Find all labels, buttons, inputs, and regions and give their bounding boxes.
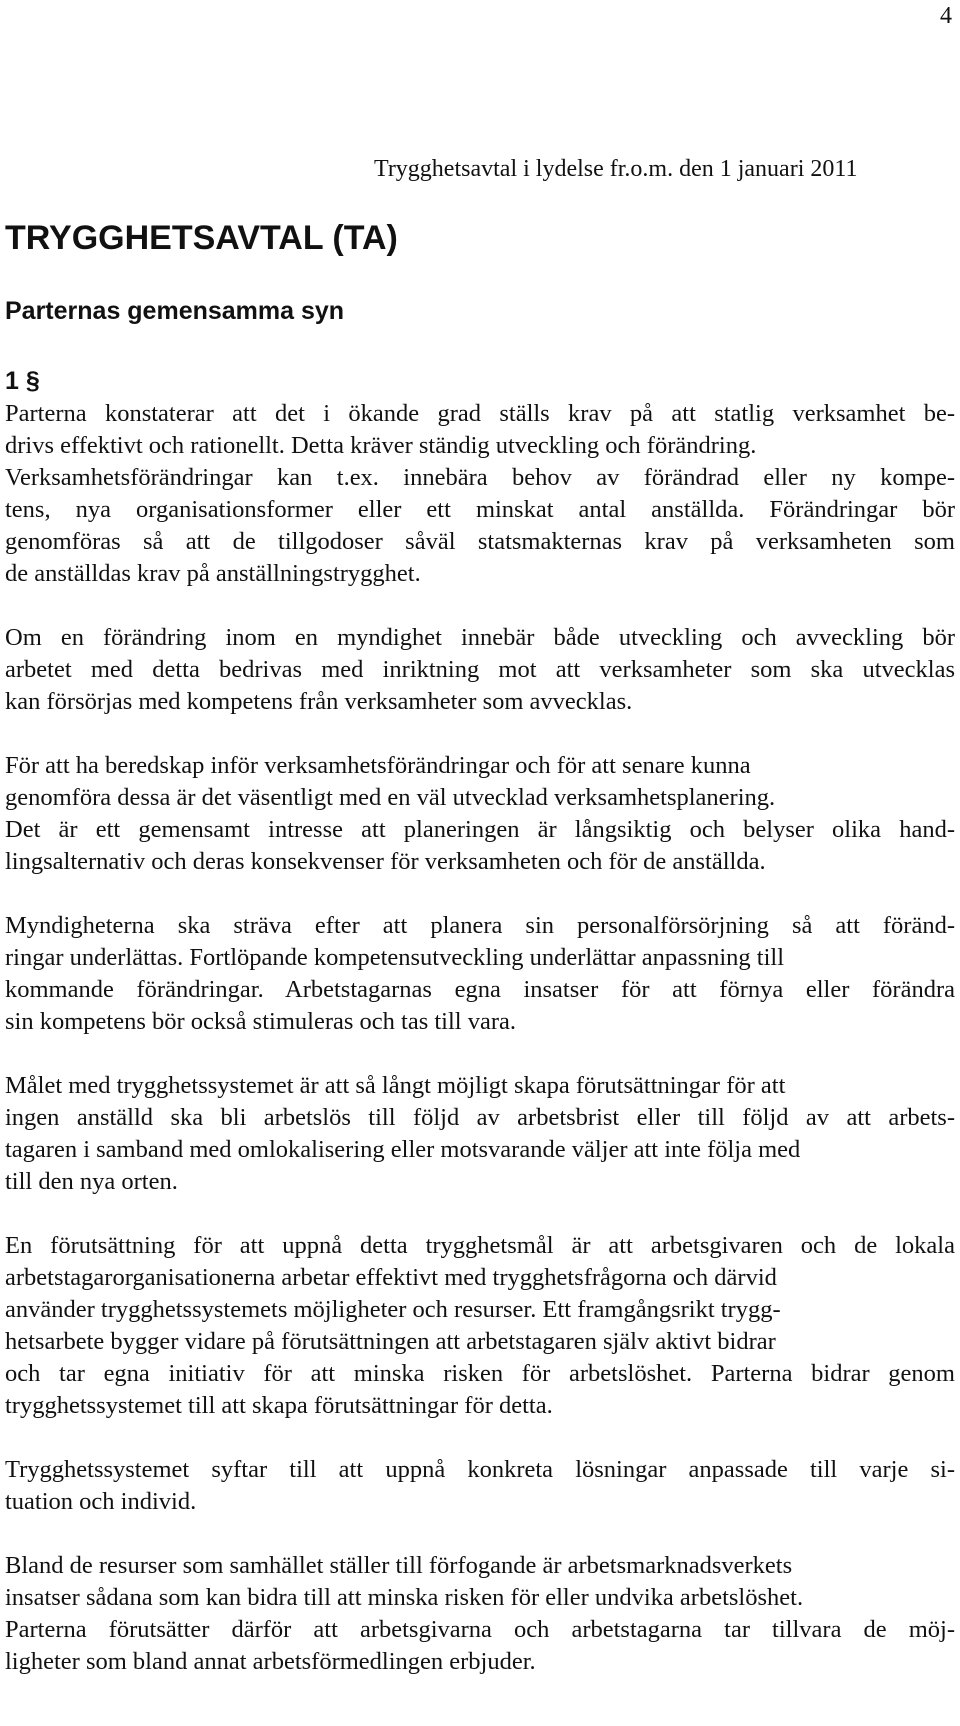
- paragraph: [5, 1454, 955, 1518]
- text-line: hetsarbete bygger vidare på förutsättningen att arbetstagaren själv aktivt bidrar: [5, 1328, 776, 1355]
- document-title: TRYGGHETSAVTAL (TA): [5, 219, 398, 257]
- text-line: trygghetssystemet till att skapa förutsättningar för detta.: [5, 1392, 553, 1419]
- text-line: tens, nya organisationsformer eller ett minskat antal anställda. Förändringar bör: [5, 496, 955, 523]
- text-line: drivs effektivt och rationellt. Detta kräver ständig utveckling och förändring.: [5, 432, 757, 459]
- text-line: Verksamhetsförändringar kan t.ex. innebära behov av förändrad eller ny kompe-: [5, 464, 955, 491]
- text-line: Målet med trygghetssystemet är att så långt möjligt skapa förutsättningar för att: [5, 1072, 786, 1099]
- text-line: ingen anställd ska bli arbetslös till följd av arbetsbrist eller till följd av att arbets-: [5, 1104, 955, 1131]
- paragraph: [5, 1230, 955, 1422]
- text-line: ringar underlättas. Fortlöpande kompetensutveckling underlättar anpassning till: [5, 944, 785, 971]
- text-line: insatser sådana som kan bidra till att minska risken för eller undvika arbetslöshet.: [5, 1584, 804, 1611]
- paragraph: [5, 910, 955, 1038]
- text-line: Parterna förutsätter därför att arbetsgivarna och arbetstagarna tar tillvara de möj-: [5, 1616, 955, 1643]
- paragraph: [5, 750, 955, 878]
- text-line: genomföras så att de tillgodoser såväl statsmakternas krav på verksamheten som: [5, 528, 955, 555]
- text-line: En förutsättning för att uppnå detta trygghetsmål är att arbetsgivaren och de lokala: [5, 1232, 955, 1259]
- text-line: och tar egna initiativ för att minska risken för arbetslöshet. Parterna bidrar genom: [5, 1360, 955, 1387]
- text-line: arbetstagarorganisationerna arbetar effektivt med trygghetsfrågorna och därvid: [5, 1264, 777, 1291]
- text-line: För att ha beredskap inför verksamhetsförändringar och för att senare kunna: [5, 752, 751, 779]
- text-line: använder trygghetssystemets möjligheter och resurser. Ett framgångsrikt trygg-: [5, 1296, 781, 1323]
- section-subtitle: Parternas gemensamma syn: [5, 297, 345, 325]
- text-line: arbetet med detta bedrivas med inriktning mot att verksamheter som ska utvecklas: [5, 656, 955, 683]
- text-line: till den nya orten.: [5, 1168, 178, 1195]
- section-number: 1 §: [5, 367, 40, 395]
- text-line: tuation och individ.: [5, 1488, 197, 1515]
- text-line: Om en förändring inom en myndighet innebär både utveckling och avveckling bör: [5, 624, 955, 651]
- paragraph: [5, 398, 955, 590]
- body-text: [5, 398, 955, 1678]
- page-number: 4: [940, 3, 952, 29]
- text-line: ligheter som bland annat arbetsförmedlingen erbjuder.: [5, 1648, 536, 1675]
- text-line: Parterna konstaterar att det i ökande grad ställs krav på att statlig verksamhet be-: [5, 400, 955, 427]
- text-line: lingsalternativ och deras konsekvenser för verksamheten och för de anställda.: [5, 848, 766, 875]
- text-line: Bland de resurser som samhället ställer till förfogande är arbetsmarknadsverkets: [5, 1552, 793, 1579]
- text-line: de anställdas krav på anställningstrygghet.: [5, 560, 421, 587]
- text-line: Trygghetssystemet syftar till att uppnå konkreta lösningar anpassade till varje si-: [5, 1456, 955, 1483]
- text-line: sin kompetens bör också stimuleras och tas till vara.: [5, 1008, 516, 1035]
- text-line: genomföra dessa är det väsentligt med en väl utvecklad verksamhetsplanering.: [5, 784, 776, 811]
- paragraph: [5, 622, 955, 718]
- text-line: kommande förändringar. Arbetstagarnas egna insatser för att förnya eller förändra: [5, 976, 955, 1003]
- text-line: Myndigheterna ska sträva efter att planera sin personalförsörjning så att föränd-: [5, 912, 955, 939]
- paragraph: [5, 1550, 955, 1678]
- text-line: kan försörjas med kompetens från verksamheter som avvecklas.: [5, 688, 633, 715]
- text-line: tagaren i samband med omlokalisering eller motsvarande väljer att inte följa med: [5, 1136, 801, 1163]
- document-header: Trygghetsavtal i lydelse fr.o.m. den 1 januari 2011: [374, 156, 858, 182]
- text-line: Det är ett gemensamt intresse att planeringen är långsiktig och belyser olika hand-: [5, 816, 955, 843]
- paragraph: [5, 1070, 955, 1198]
